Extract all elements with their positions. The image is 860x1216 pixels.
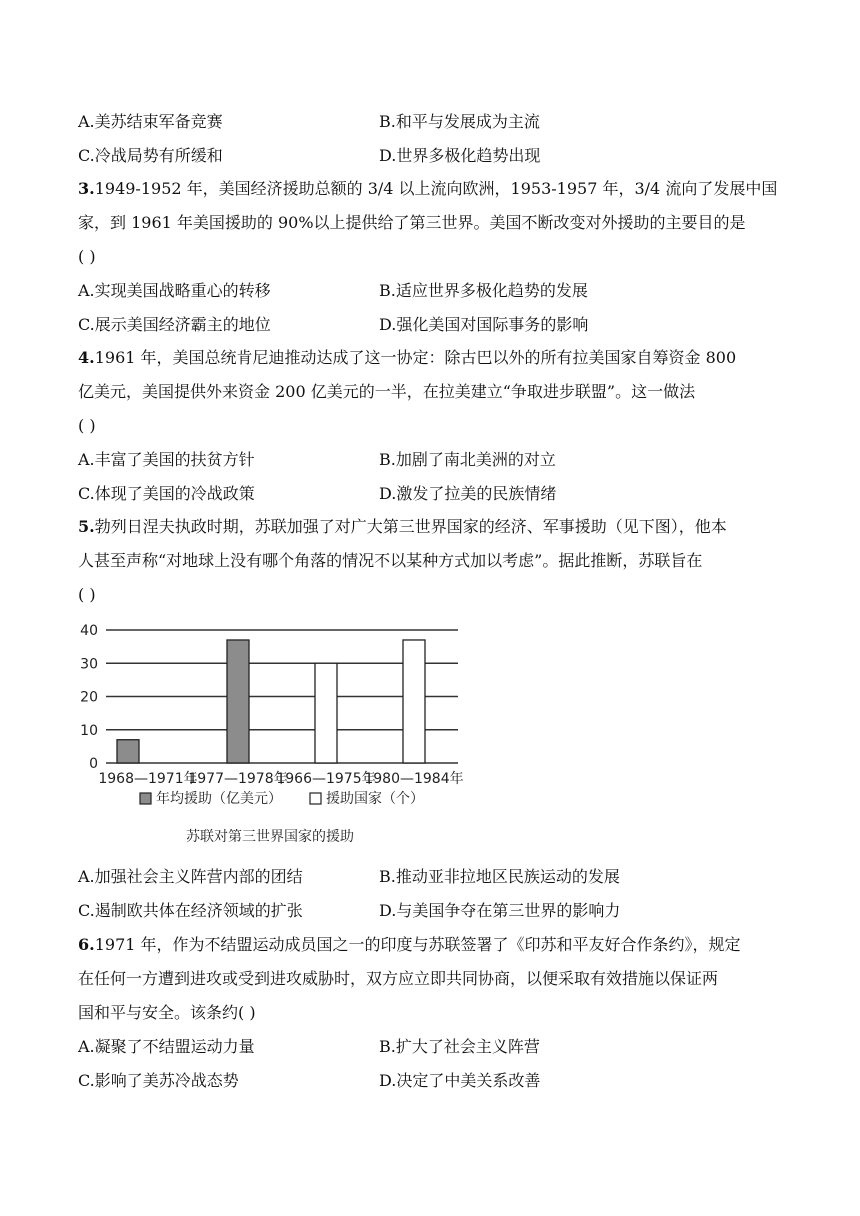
- q3-number: 3.: [78, 179, 95, 198]
- q5-number: 5.: [78, 517, 95, 536]
- q4-option-c: C.体现了美国的冷战政策: [78, 484, 255, 503]
- y-tick-label: 40: [80, 623, 98, 639]
- y-tick-label: 0: [89, 756, 98, 772]
- q4-number: 4.: [78, 348, 95, 367]
- q2-option-a: A.美苏结束军备竞赛: [78, 112, 223, 131]
- q5-option-a: A.加强社会主义阵营内部的团结: [78, 867, 303, 886]
- q3-option-d: D.强化美国对国际事务的影响: [379, 315, 589, 334]
- x-category-label: 1968—1971年: [98, 771, 198, 787]
- chart-title: 苏联对第三世界国家的援助: [186, 829, 354, 845]
- q4-option-a: A.丰富了美国的扶贫方针: [78, 450, 255, 469]
- q3-stem-line2: 家，到 1961 年美国援助的 90%以上提供给了第三世界。美国不断改变对外援助的主要目的是: [78, 213, 746, 232]
- q4-option-d: D.激发了拉美的民族情绪: [379, 484, 557, 503]
- bar: [117, 740, 139, 763]
- q6-number: 6.: [78, 935, 95, 954]
- x-category-label: 1977—1978年: [188, 771, 288, 787]
- bar: [227, 640, 249, 763]
- q4-stem-line2: 亿美元，美国提供外来资金 200 亿美元的一半，在拉美建立“争取进步联盟”。这一做法: [78, 382, 696, 401]
- q3-blank: ( ): [78, 247, 96, 266]
- legend-label: 年均援助（亿美元）: [156, 791, 282, 807]
- legend-label: 援助国家（个）: [326, 791, 424, 807]
- y-tick-label: 20: [80, 689, 98, 706]
- q2-option-c: C.冷战局势有所缓和: [78, 146, 223, 165]
- q2-option-b: B.和平与发展成为主流: [379, 112, 540, 131]
- q3-option-c: C.展示美国经济霸主的地位: [78, 315, 271, 334]
- q6-text1: 1971 年，作为不结盟运动成员国之一的印度与苏联签署了《印苏和平友好合作条约》，规定: [94, 935, 741, 954]
- q4-blank: ( ): [78, 416, 96, 435]
- legend-swatch: [310, 793, 321, 804]
- q6-option-b: B.扩大了社会主义阵营: [379, 1037, 540, 1056]
- q5-stem-line1: [78, 516, 727, 538]
- q4-stem-line1: [78, 347, 736, 369]
- soviet-aid-chart: [70, 612, 510, 852]
- q4-text1: 1961 年，美国总统肯尼迪推动达成了这一协定：除古巴以外的所有拉美国家自筹资金 800: [94, 348, 737, 367]
- q5-blank: ( ): [78, 585, 96, 604]
- q6-stem-line3: 国和平与安全。该条约( ): [78, 1003, 256, 1022]
- x-category-label: 1980—1984年: [364, 771, 464, 787]
- q3-option-a: A.实现美国战略重心的转移: [78, 281, 271, 300]
- q6-stem-line1: [78, 934, 741, 956]
- y-tick-label: 30: [80, 656, 98, 673]
- q6-stem-line2: 在任何一方遭到进攻或受到进攻威胁时，双方应立即共同协商，以便采取有效措施以保证两: [78, 969, 719, 988]
- q5-stem-line2: 人甚至声称“对地球上没有哪个角落的情况不以某种方式加以考虑”。据此推断，苏联旨在: [78, 551, 703, 570]
- q5-option-c: C.遏制欧共体在经济领域的扩张: [78, 901, 303, 920]
- q2-option-d: D.世界多极化趋势出现: [379, 146, 541, 165]
- q3-text1: 1949-1952 年，美国经济援助总额的 3/4 以上流向欧洲，1953-1957 年，3/4 流向了发展中国: [94, 179, 778, 198]
- legend-swatch: [140, 793, 151, 804]
- q6-option-c: C.影响了美苏冷战态势: [78, 1071, 239, 1090]
- q5-option-b: B.推动亚非拉地区民族运动的发展: [379, 867, 620, 886]
- q5-option-d: D.与美国争夺在第三世界的影响力: [379, 901, 621, 920]
- q6-option-d: D.决定了中美关系改善: [379, 1071, 541, 1090]
- q4-option-b: B.加剧了南北美洲的对立: [379, 450, 556, 469]
- q6-option-a: A.凝聚了不结盟运动力量: [78, 1037, 255, 1056]
- q3-option-b: B.适应世界多极化趋势的发展: [379, 281, 588, 300]
- x-category-label: 1966—1975年: [276, 771, 376, 787]
- q5-text1: 勃列日涅夫执政时期，苏联加强了对广大第三世界国家的经济、军事援助（见下图），他本: [94, 517, 727, 536]
- q3-stem-line1: [78, 178, 777, 200]
- bar: [403, 640, 425, 763]
- y-tick-label: 10: [80, 722, 98, 739]
- bar: [315, 663, 337, 763]
